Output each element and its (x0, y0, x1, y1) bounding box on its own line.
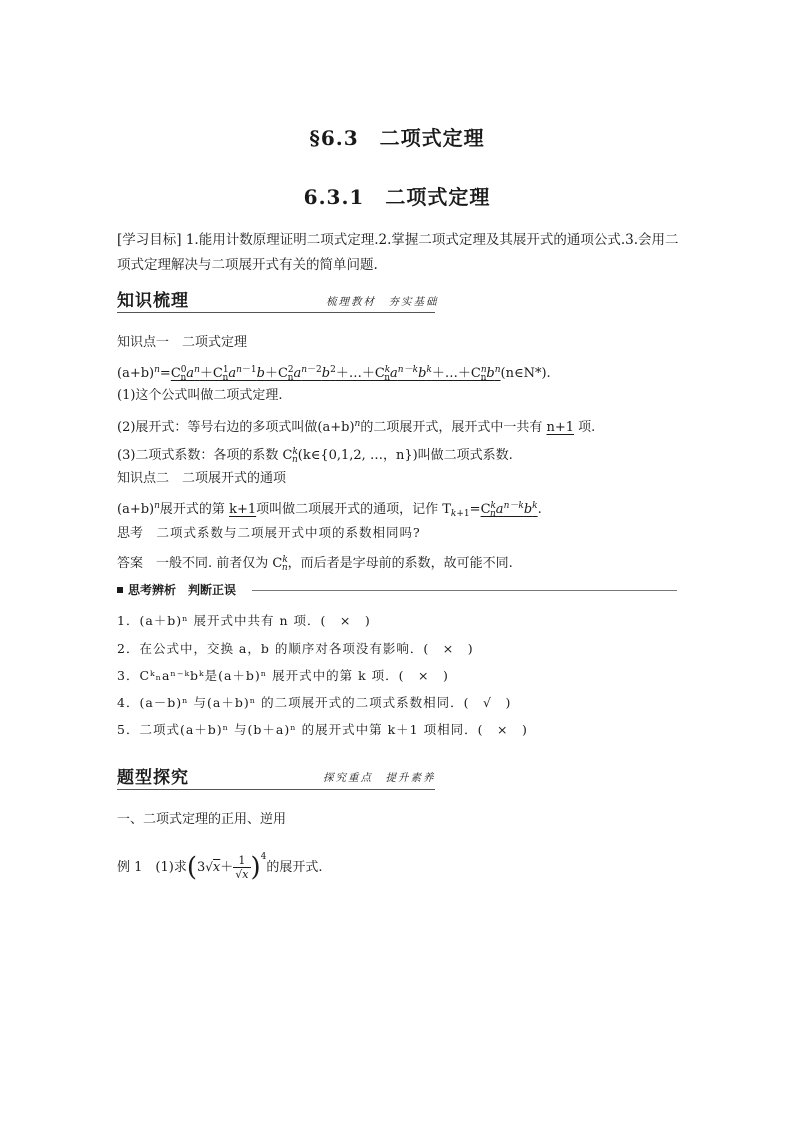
blank-term-count: n+1 (546, 420, 575, 435)
kp1-item2: (2)展开式：等号右边的多项式叫做$(a+b)^n$的二项展开式，展开式中一共有 n+1 项. (117, 419, 596, 435)
fraction: $\frac{1}{√x}$ (235, 854, 249, 881)
blank-general-term-index: k+1 (229, 502, 257, 517)
topic-heading: 一、二项式定理的正用、逆用 (117, 812, 287, 827)
kp1-item3: (3)二项式系数：各项的系数 $C^k_n(k\in\{0,1,2$, …，n})叫做二项式系数. (117, 447, 513, 465)
section-rule (117, 312, 435, 313)
section-title: §6.3 二项式定理 (309, 126, 485, 150)
think-answer: 答案 一般不同. 前者仅为 $C^k_n$，而后者是字母前的系数，故可能不同. (117, 555, 513, 573)
section-heading-knowledge: 知识梳理 (117, 291, 189, 311)
judgment-5: 5．二项式(a＋b)ⁿ 与(b＋a)ⁿ 的展开式中第 k＋1 项相同．( × ) (117, 722, 528, 737)
judge-bar-title: 思考辨析 判断正误 (128, 583, 237, 597)
section-heading-explore: 题型探究 (117, 768, 189, 788)
objective-text: 1.能用计数原理证明二项式定理.2.掌握二项式定理及其展开式的通项公式.3.会用二项式定理解决与二项展开式有关的简单问题. (117, 232, 679, 273)
example-1: 例 1 (1)求(3√x＋ $\frac{1}{√x}$ )$^4$的展开式. (117, 852, 323, 883)
general-term-formula: $C^k_na^{n-k}b^k$ (480, 501, 538, 519)
kp1-item1: (1)这个公式叫做二项式定理. (117, 388, 283, 403)
general-term-line: $(a+b)^n$展开式的第 k+1项叫做二项展开式的通项，记作 $T_{k+1}=C^k_na^{n-k}b^k$. (117, 501, 542, 519)
objective-label: [学习目标] (117, 232, 182, 248)
section-subheading-explore: 探究重点 提升素养 (323, 772, 436, 784)
judgment-3: 3．Cᵏₙaⁿ⁻ᵏbᵏ是(a＋b)ⁿ 展开式中的第 k 项．( × ) (117, 668, 449, 683)
think-question: 思考 二项式系数与二项展开式中项的系数相同吗? (117, 525, 421, 541)
judgment-2: 2．在公式中，交换 a，b 的顺序对各项没有影响．( × ) (117, 641, 474, 656)
judgment-1: 1．(a＋b)ⁿ 展开式中共有 n 项．( × ) (117, 613, 371, 628)
bar-marker-icon (117, 587, 123, 593)
judge-bar-rule (252, 590, 677, 591)
kp2-title: 知识点二 二项展开式的通项 (117, 471, 287, 486)
subsection-title: 6.3.1 二项式定理 (303, 185, 491, 209)
judgment-4: 4．(a－b)ⁿ 与(a＋b)ⁿ 的二项展开式的二项式系数相同．( √ ) (117, 695, 512, 710)
section-rule (117, 789, 435, 790)
formula-expansion: $C^0_na^n+C^1_na^{n-1}b+C^2_na^{n-2}b^2+\dots+C^k_na^{n-k}b^k+\dots+C^n_nb^n$ (170, 365, 501, 383)
kp1-title: 知识点一 二项式定理 (117, 335, 248, 350)
section-subheading-knowledge: 梳理教材 夯实基础 (326, 296, 439, 308)
learning-objectives (117, 228, 692, 278)
binomial-theorem-formula: $(a+b)^n=C^0_na^n+C^1_na^{n-1}b+C^2_na^{n-2}b^2+\dots+C^k_na^{n-k}b^k+\dots+C^n_nb^n(n\in N*)$. (117, 365, 551, 383)
